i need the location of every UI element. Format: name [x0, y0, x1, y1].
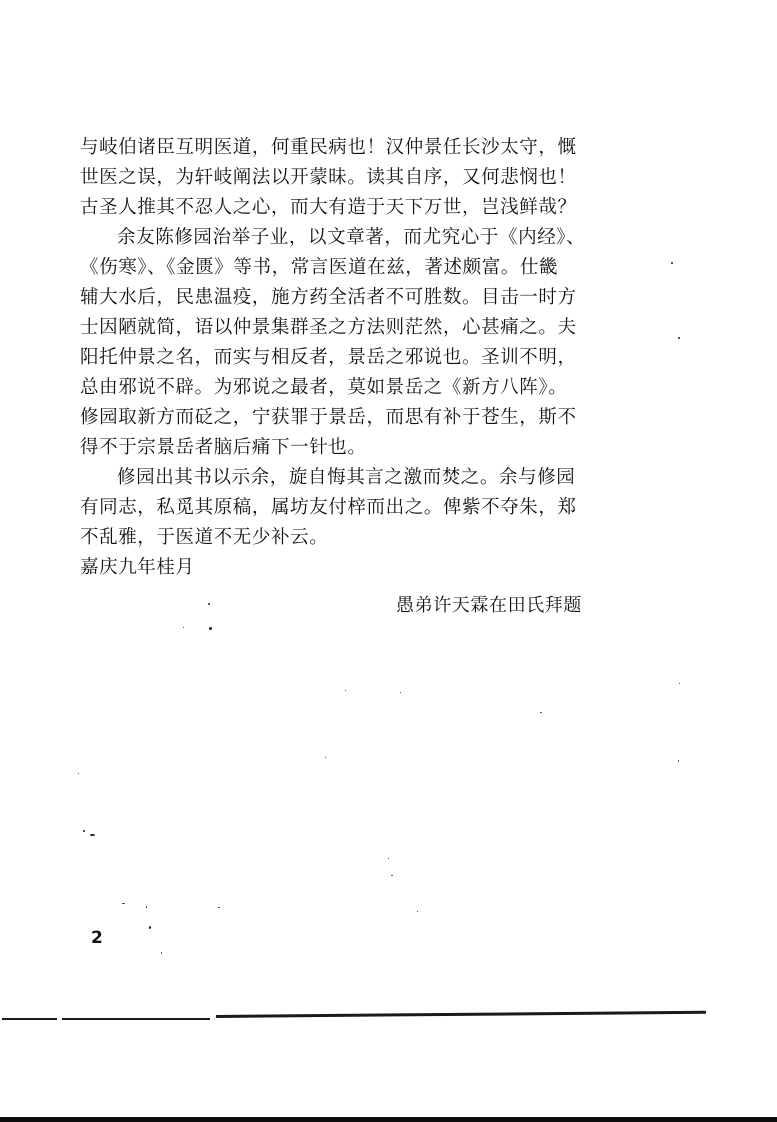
text-line: 有同志，私觅其原稿，属坊友付梓而出之。俾紫不夺朱，郑 [80, 497, 577, 518]
date-line: 嘉庆九年桂月 [80, 557, 195, 578]
bottom-rule [216, 1011, 706, 1018]
text-line: 得不于宗景岳者脑后痛下一针也。 [80, 437, 367, 458]
scan-speck [391, 875, 393, 876]
bottom-rule [2, 1018, 57, 1020]
scan-speck [671, 262, 673, 264]
scan-speck [161, 952, 162, 954]
text-line: 余友陈修园治举子业，以文章著，而尤究心于《内经》、 [117, 227, 586, 248]
bottom-rule [62, 1018, 210, 1020]
text-line: 世医之误，为轩岐阐法以开蒙昧。读其自序，又何悲悯也！ [80, 167, 577, 188]
text-line: 不乱雅，于医道不无少补云。 [80, 527, 329, 548]
scan-speck [146, 906, 147, 908]
scan-speck [149, 926, 151, 929]
text-line: 《伤寒》、《金匮》等书，常言医道在兹，著述颇富。仕畿 [80, 257, 559, 278]
scan-speck [122, 903, 125, 904]
text-line: 古圣人推其不忍人之心，而大有造于天下万世，岂浅鲜哉？ [80, 197, 577, 218]
scan-speck [345, 690, 346, 691]
scan-speck [183, 627, 184, 628]
scan-speck [83, 830, 85, 832]
text-line: 辅大水后，民患温疫，施方药全活者不可胜数。目击一时方 [80, 287, 577, 308]
scan-speck [90, 834, 95, 836]
text-line: 士因陋就简，语以仲景集群圣之方法则茫然，心甚痛之。夫 [80, 317, 577, 338]
text-line: 总由邪说不辟。为邪说之最者，莫如景岳之《新方八阵》。 [80, 377, 568, 398]
scan-speck [388, 858, 389, 859]
page-number: 2 [91, 928, 103, 948]
scan-speck [78, 773, 79, 774]
signature-line: 愚弟许天霖在田氏拜题 [396, 595, 582, 616]
scan-speck [679, 683, 680, 684]
text-line: 修园取新方而砭之，宁获罪于景岳，而思有补于苍生，斯不 [80, 407, 577, 428]
scan-speck [209, 627, 212, 630]
text-line: 与岐伯诸臣互明医道，何重民病也！汉仲景任长沙太守，慨 [80, 137, 577, 158]
text-line: 修园出其书以示余，旋自悔其言之激而焚之。余与修园 [117, 467, 576, 488]
scan-speck [417, 911, 418, 912]
scan-speck [540, 712, 542, 713]
scan-speck [208, 603, 210, 605]
scan-speck [218, 907, 220, 908]
scan-speck [400, 692, 401, 693]
scan-bottom-edge [0, 1117, 777, 1122]
preface-text [80, 133, 605, 583]
text-line: 阳托仲景之名，而实与相反者，景岳之邪说也。圣训不明， [80, 347, 577, 368]
scan-speck [678, 760, 679, 762]
scan-speck [325, 757, 326, 758]
scan-speck [678, 337, 680, 339]
